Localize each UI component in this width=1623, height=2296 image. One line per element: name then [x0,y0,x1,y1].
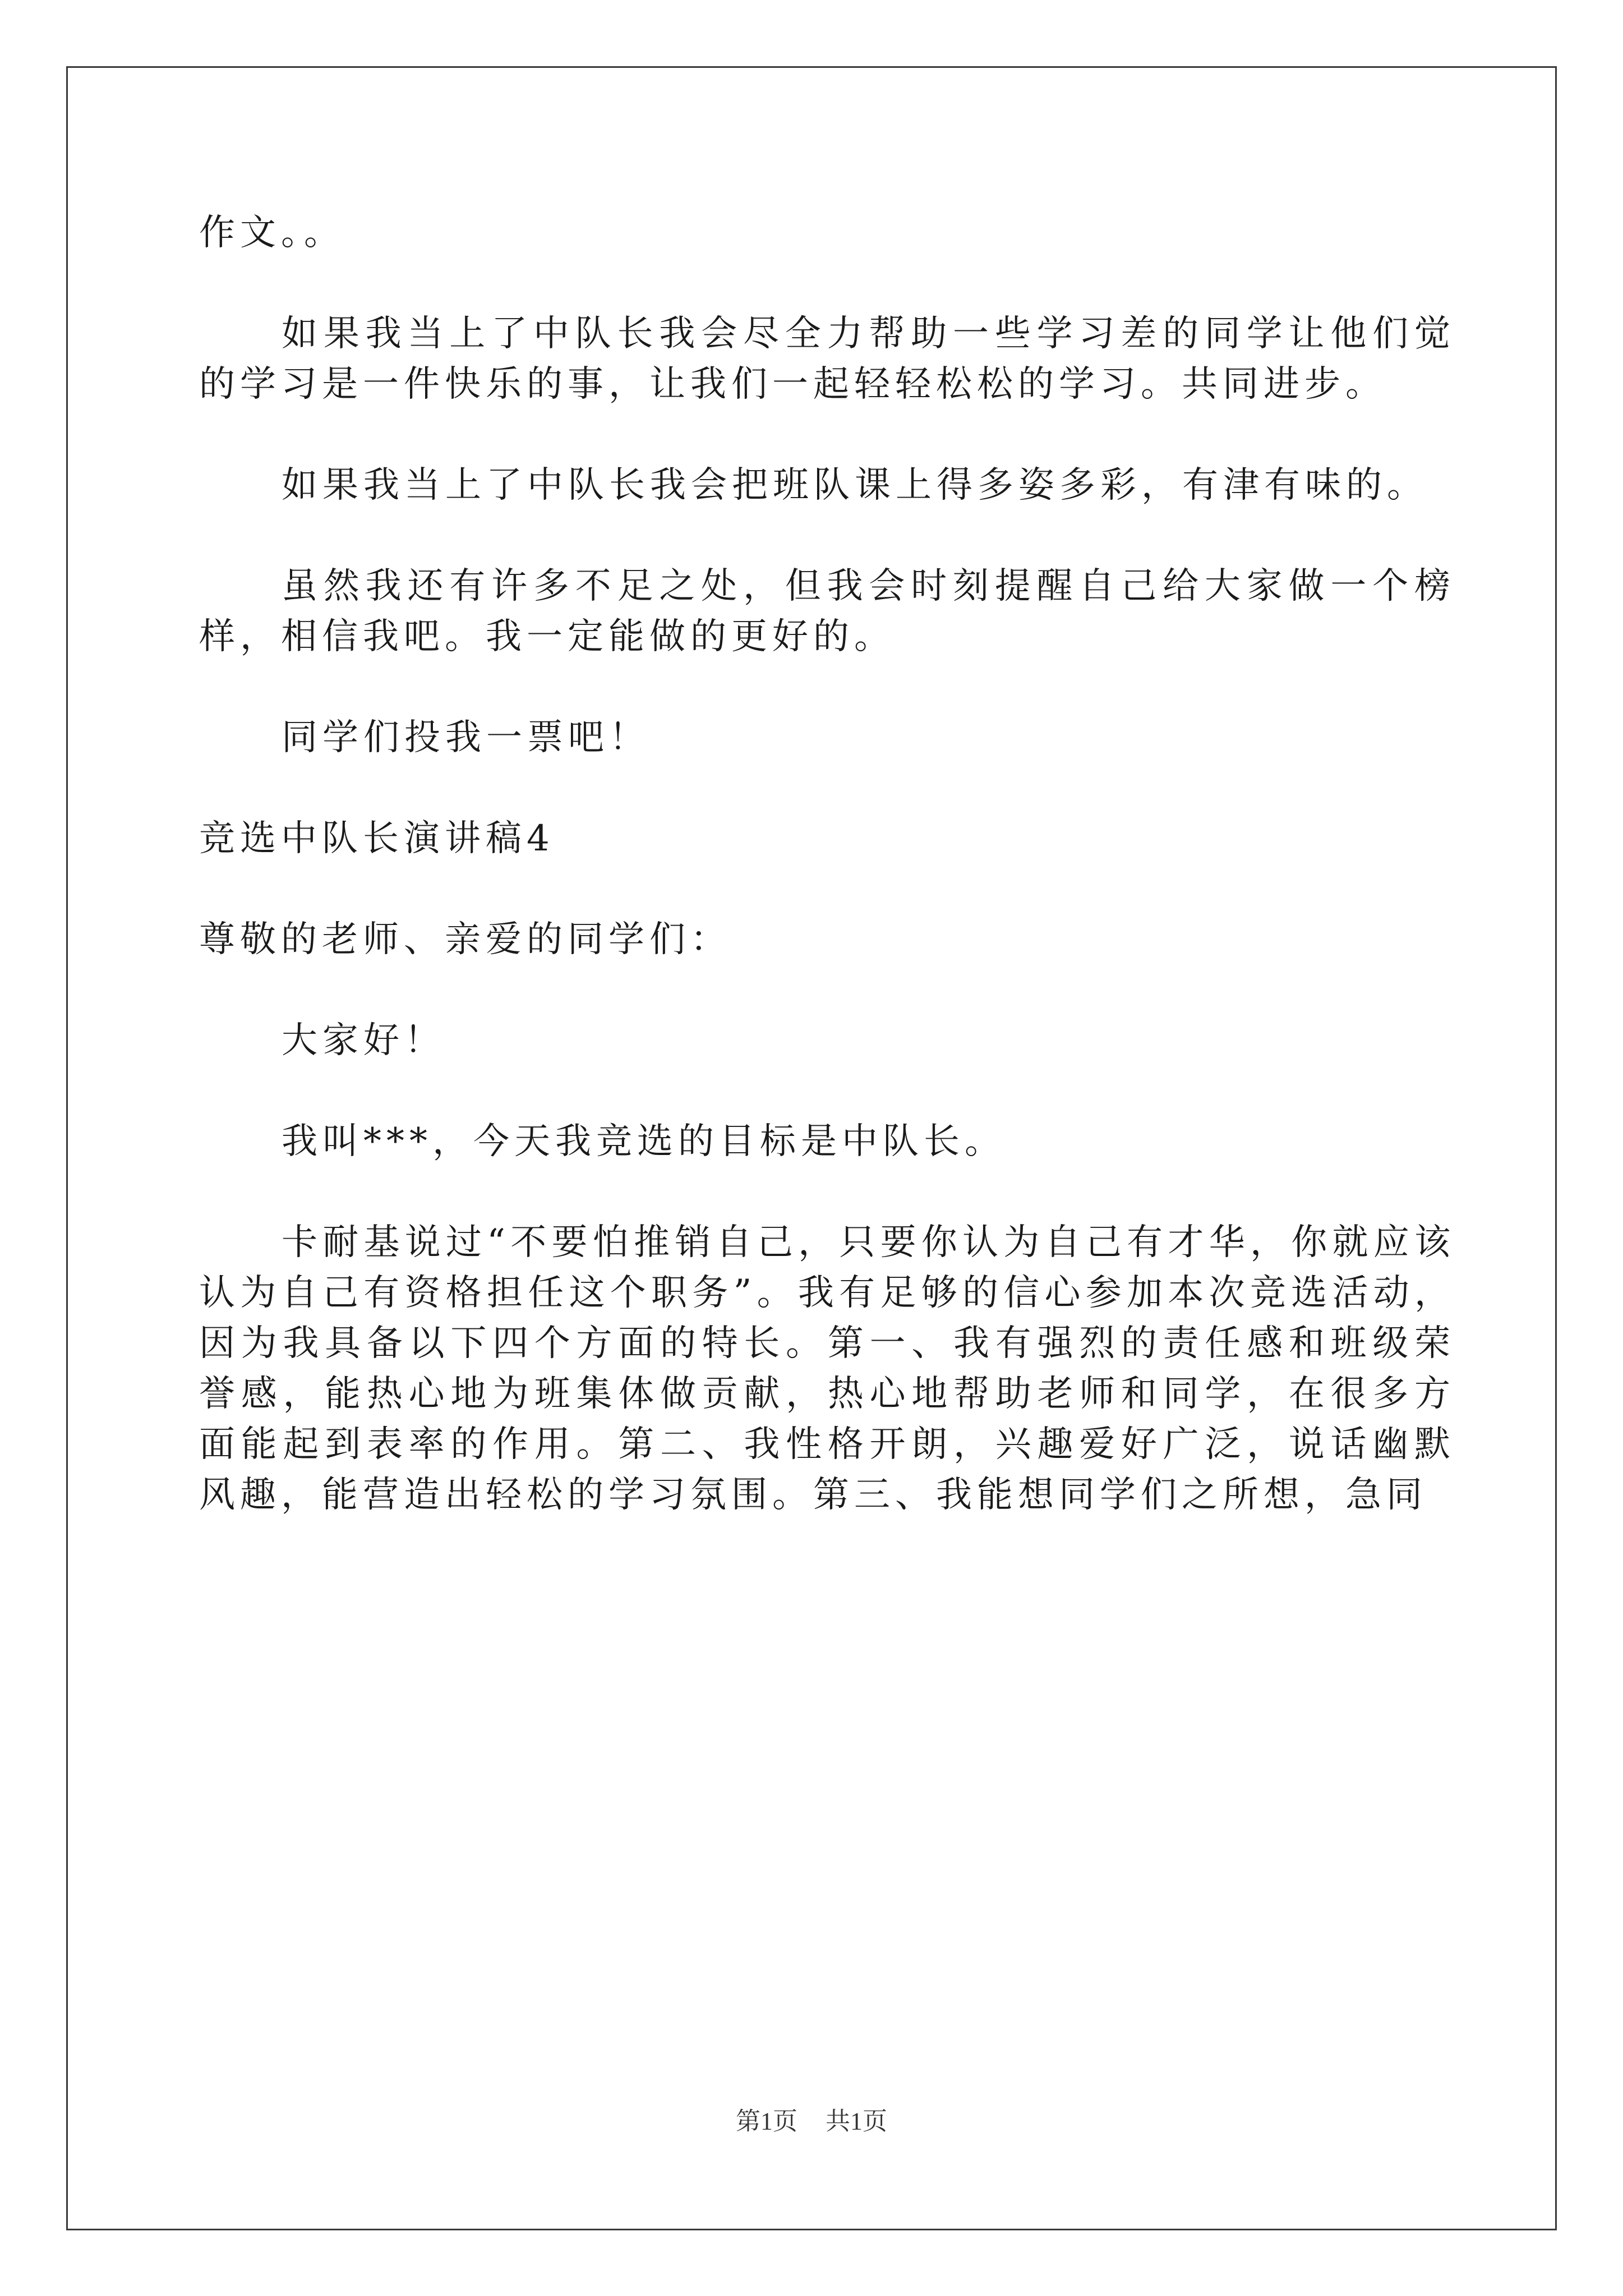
page-total: 共1页 [826,2108,887,2135]
paragraph: 同学们投我一票吧！ [282,717,650,758]
paragraph: 作文。。 [199,212,345,254]
salutation: 尊敬的老师、亲爱的同学们： [199,919,731,960]
page-footer [0,2101,1623,2137]
document-body [199,208,1455,1571]
paragraph: 我叫***，今天我竞选的目标是中队长。 [282,1121,1006,1162]
paragraph: 卡耐基说过“不要怕推销自己，只要你认为自己有才华，你就应该认为自己有资格担任这个职务”。我有足够的信心参加本次竞选活动，因为我具备以下四个方面的特长。第一、我有强烈的责任感和班级荣誉感，能热心地为班集体做贡献，热心地帮助老师和同学，在很多方面能起到表率的作用。第二、我性格开朗，兴趣爱好广泛，说话幽默风趣，能营造出轻松的学习氛围。第三、我能想同学们之所想，急同 [199,1222,1455,1516]
paragraph: 虽然我还有许多不足之处，但我会时刻提醒自己给大家做一个榜样，相信我吧。我一定能做的更好的。 [199,565,1455,657]
section-heading: 竞选中队长演讲稿4 [199,818,555,859]
page-number: 第1页 [736,2108,797,2135]
paragraph: 大家好！ [282,1020,445,1061]
paragraph: 如果我当上了中队长我会把班队课上得多姿多彩，有津有味的。 [282,464,1428,506]
paragraph: 如果我当上了中队长我会尽全力帮助一些学习差的同学让他们觉的学习是一件快乐的事，让我们一起轻轻松松的学习。共同进步。 [199,313,1455,405]
